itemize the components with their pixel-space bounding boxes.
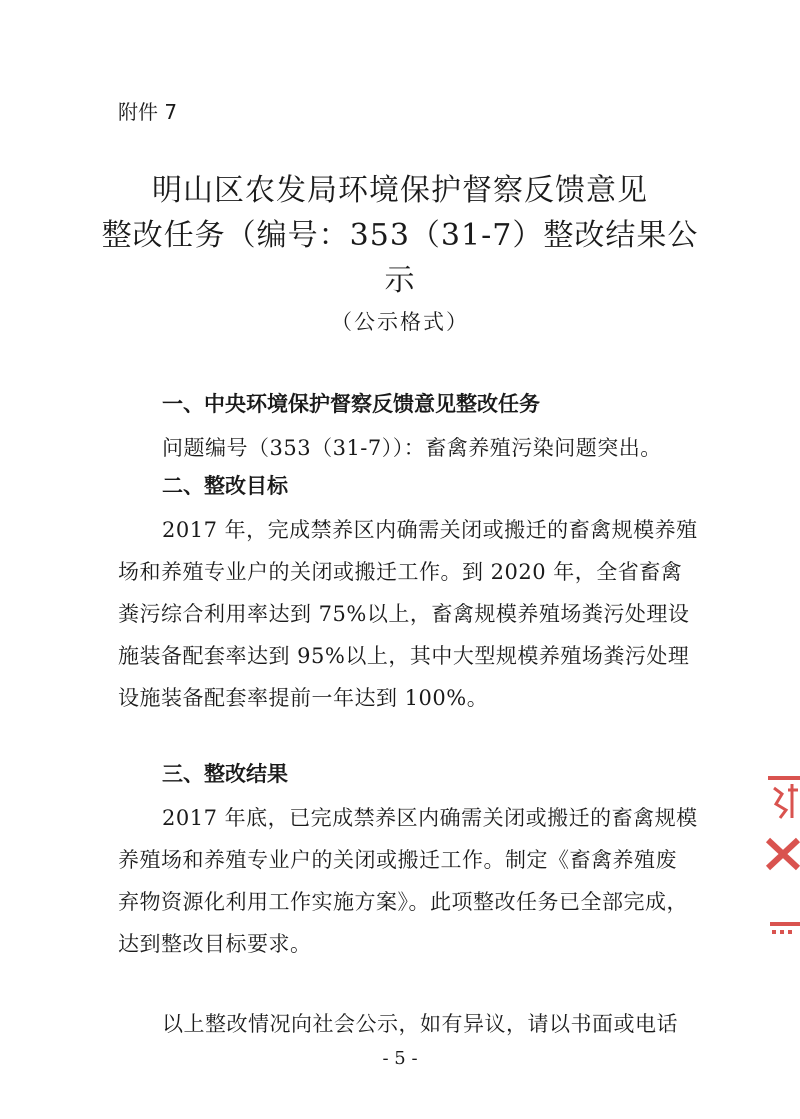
section-2-line: 粪污综合利用率达到 75%以上，畜禽规模养殖场粪污处理设 <box>118 602 690 626</box>
section-3-heading: 三、整改结果 <box>162 762 288 786</box>
document-subtitle: （公示格式） <box>331 310 469 334</box>
section-2-line: 2017 年，完成禁养区内确需关闭或搬迁的畜禽规模养殖 <box>162 518 698 542</box>
closing-line: 以上整改情况向社会公示，如有异议，请以书面或电话 <box>162 1012 678 1036</box>
section-3-line: 弃物资源化利用工作实施方案》。此项整改任务已全部完成， <box>118 890 688 914</box>
title-line-2: 整改任务（编号：353（31-7）整改结果公 <box>101 218 699 253</box>
page-number: - 5 - <box>382 1048 418 1069</box>
section-3-line: 养殖场和养殖专业户的关闭或搬迁工作。制定《畜禽养殖废 <box>118 848 677 872</box>
section-2-line: 施装备配套率达到 95%以上，其中大型规模养殖场粪污处理 <box>118 644 690 668</box>
title-line-1: 明山区农发局环境保护督察反馈意见 <box>152 173 648 208</box>
seal-stamp-icon <box>762 770 800 950</box>
section-2-heading: 二、整改目标 <box>162 474 288 498</box>
section-2-line: 设施装备配套率提前一年达到 100%。 <box>118 686 489 710</box>
section-3-line: 2017 年底，已完成禁养区内确需关闭或搬迁的畜禽规模 <box>162 806 698 830</box>
title-line-3: 示 <box>384 263 416 298</box>
section-1-heading: 一、中央环境保护督察反馈意见整改任务 <box>162 392 540 416</box>
section-2-line: 场和养殖专业户的关闭或搬迁工作。到 2020 年，全省畜禽 <box>118 560 683 584</box>
section-1-line: 问题编号（353（31-7））：畜禽养殖污染问题突出。 <box>162 436 662 460</box>
section-3-line: 达到整改目标要求。 <box>118 932 312 956</box>
attachment-label: 附件 7 <box>118 100 178 124</box>
